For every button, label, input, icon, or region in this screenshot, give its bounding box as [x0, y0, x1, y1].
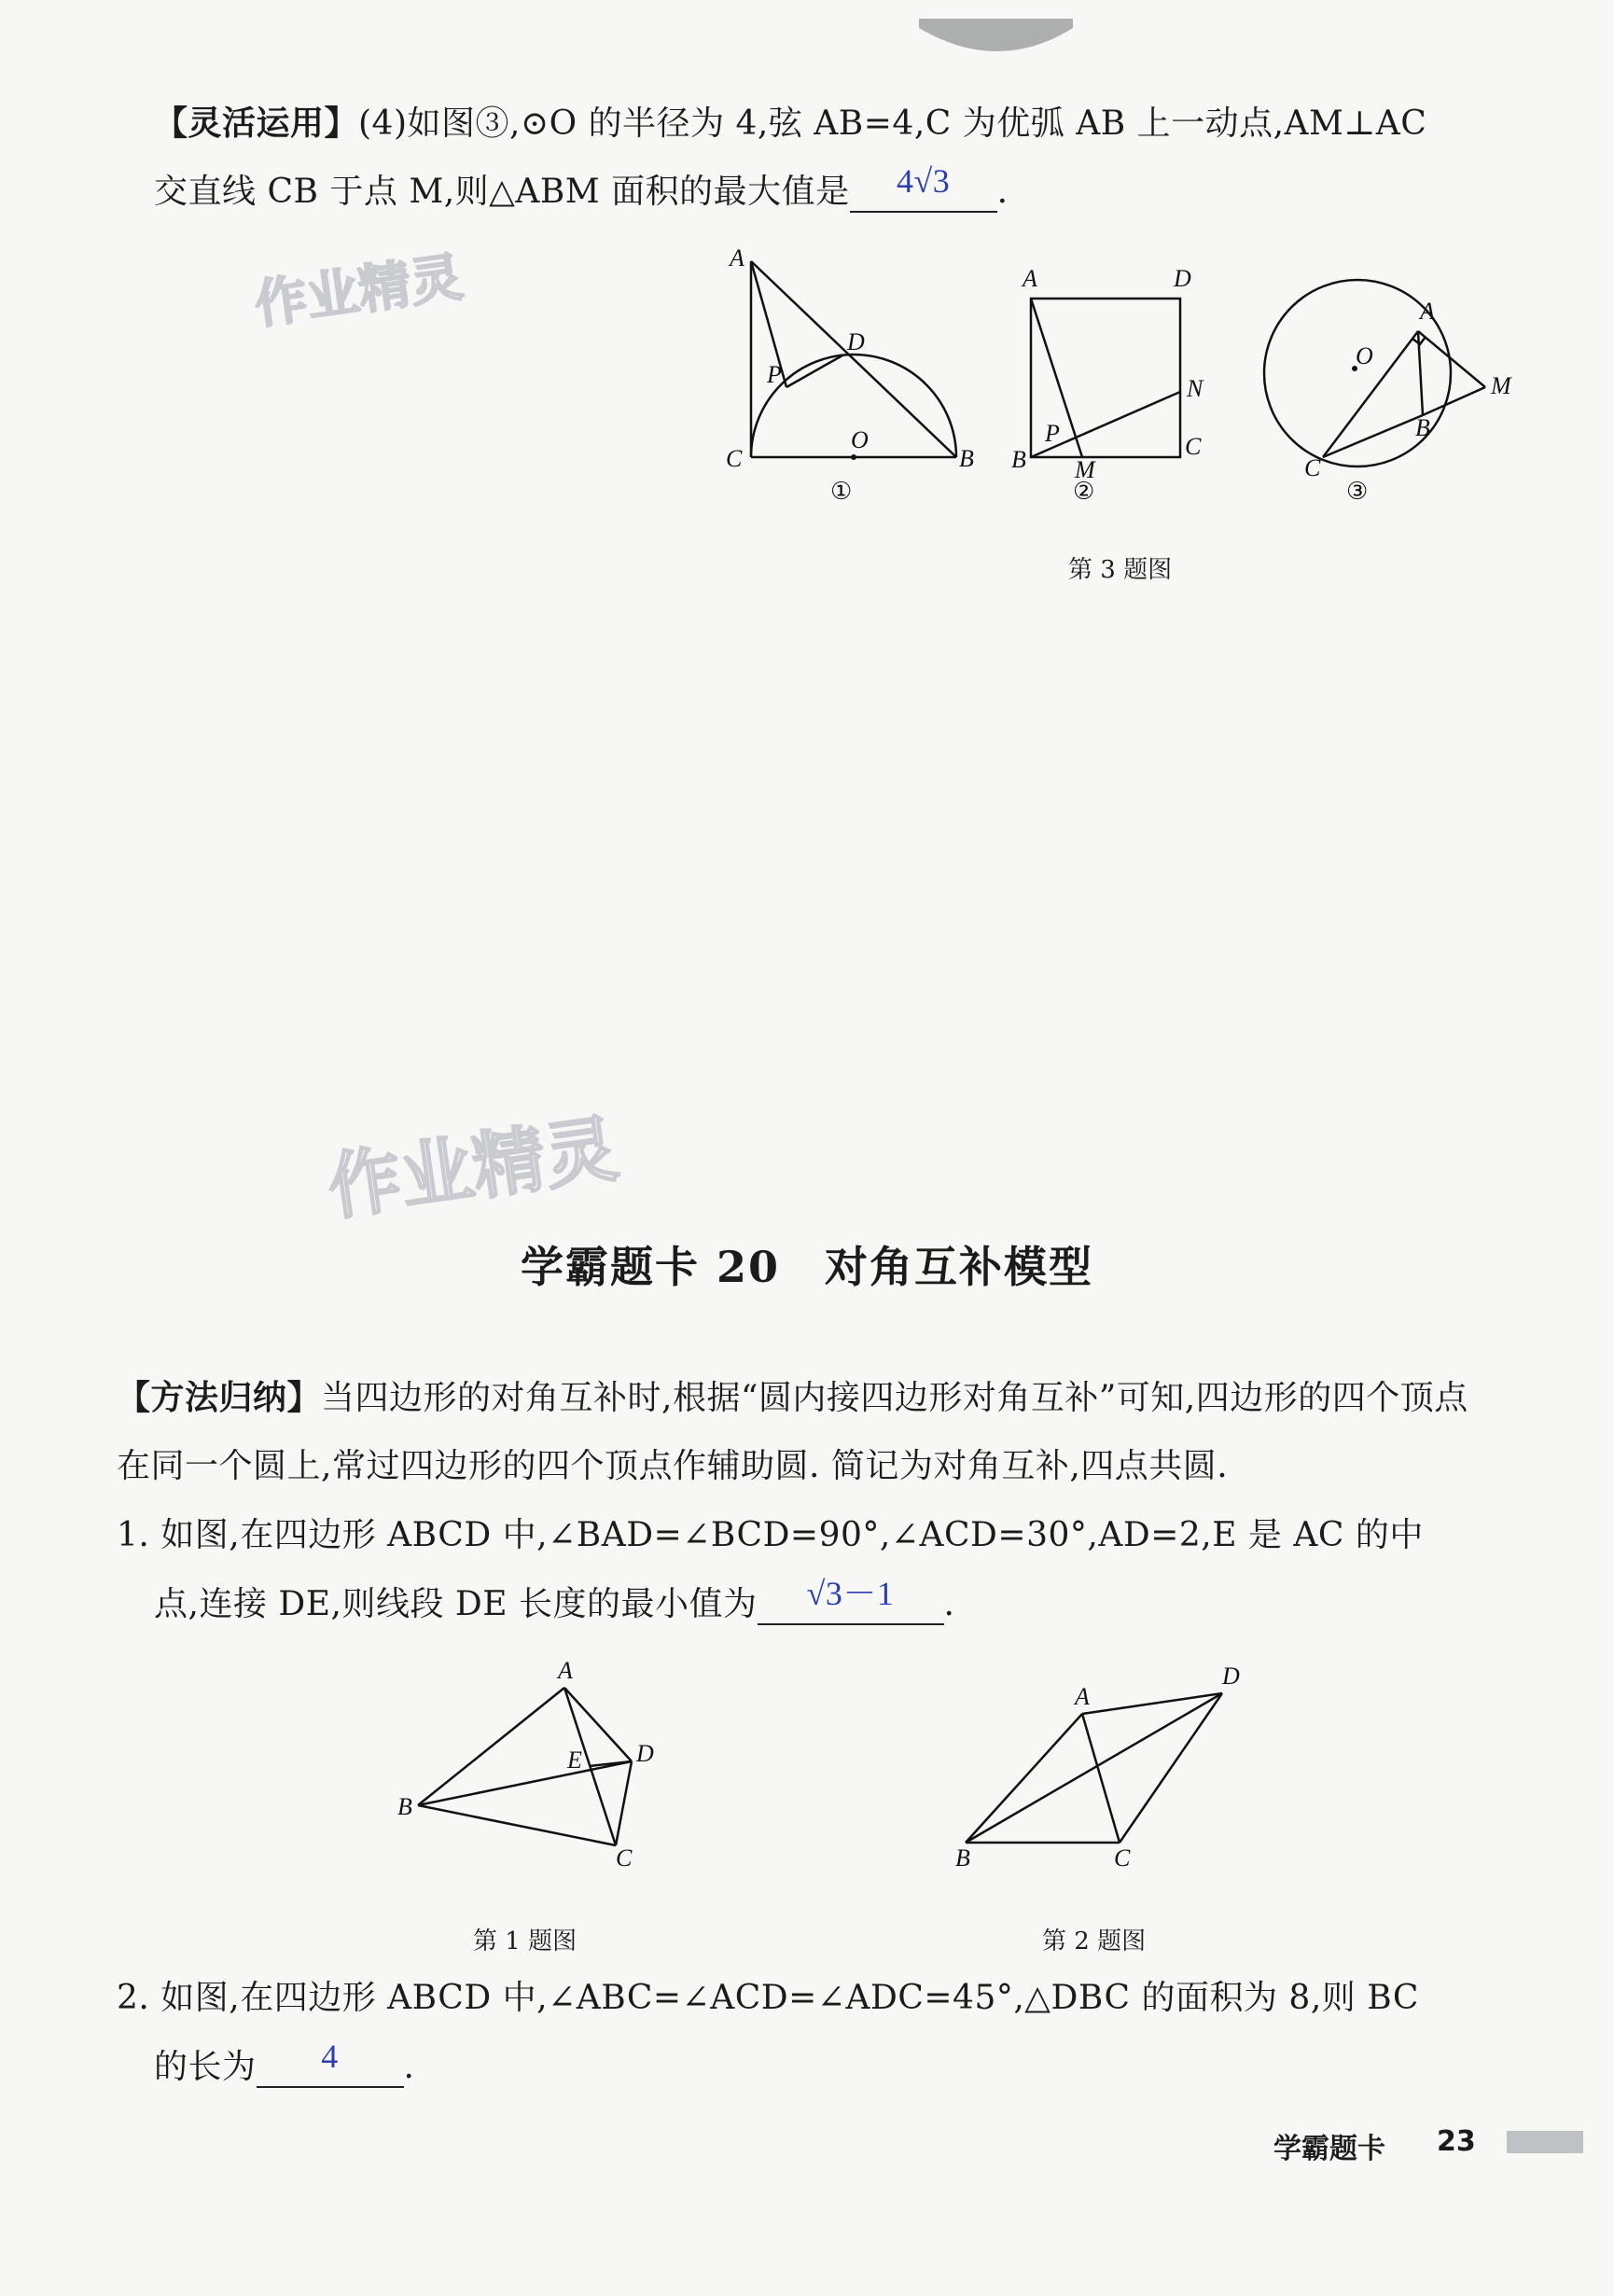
page-number: 23 — [1437, 2125, 1476, 2158]
fig3-3-line-BM — [1423, 387, 1485, 415]
watermark-middle: 作业精灵 — [323, 1106, 623, 1231]
fig3-1-center-dot — [851, 454, 856, 460]
fig3-3-label-A: A — [1420, 298, 1435, 325]
q2-line-AD — [1082, 1693, 1222, 1714]
q1-label-E: E — [567, 1746, 582, 1774]
q2-label-C: C — [1114, 1844, 1131, 1872]
fig3-1-label-D: D — [847, 328, 865, 355]
fig3-3-label-C: C — [1304, 454, 1321, 481]
fig3-2-label-D: D — [1174, 265, 1191, 292]
part4-tag: 【灵活运用】 — [154, 104, 359, 143]
fig3-2-label-M: M — [1075, 456, 1095, 483]
fig3-3-label-O: O — [1356, 342, 1373, 369]
q2-line-BD — [966, 1693, 1222, 1843]
fig3-1-label-C: C — [726, 445, 743, 472]
q1-line2-post: . — [943, 1585, 955, 1623]
q2-line-AC — [1082, 1714, 1120, 1843]
q2-line1: 2. 如图,在四边形 ABCD 中,∠ABC=∠ACD=∠ADC=45°,△DBC 的面积为 8,则 BC — [117, 1979, 1419, 2017]
fig3-3-label-M: M — [1491, 372, 1511, 399]
fig3-2-label-C: C — [1185, 433, 1202, 460]
q1-line-DC — [616, 1761, 632, 1845]
q1-label-B: B — [397, 1793, 412, 1820]
q1-figure — [392, 1656, 654, 1880]
figure3-sub1 — [723, 238, 984, 518]
fig3-3-sublabel: ③ — [1346, 478, 1369, 506]
figure3-caption: 第 3 题图 — [1068, 556, 1173, 584]
q2-label-D: D — [1222, 1663, 1240, 1690]
q2-line2-post: . — [403, 2048, 415, 2086]
fig3-2-label-A: A — [1023, 265, 1037, 292]
page-top-arc-decoration — [0, 0, 1614, 75]
fig3-1-label-A: A — [730, 244, 744, 271]
fig3-1-line-PD — [786, 355, 842, 387]
part4-line2-pre: 交直线 CB 于点 M,则△ABM 面积的最大值是 — [154, 173, 850, 211]
q1-answer-blank[interactable] — [758, 1575, 944, 1625]
fig3-2-sublabel: ② — [1073, 478, 1095, 506]
fig3-1-label-P: P — [767, 361, 782, 388]
part4-answer-blank[interactable] — [850, 162, 997, 213]
q1-line2-pre: 点,连接 DE,则线段 DE 长度的最小值为 — [154, 1585, 758, 1623]
q2-line2-pre: 的长为 — [154, 2048, 257, 2086]
watermark-top: 作业精灵 — [251, 246, 467, 337]
figure3-sub2 — [1008, 238, 1204, 518]
q1-label-C: C — [616, 1844, 633, 1872]
part4-line1-text: (4)如图③,⊙O 的半径为 4,弦 AB=4,C 为优弧 AB 上一动点,AM⊥AC — [358, 104, 1427, 143]
fig3-2-label-P: P — [1045, 420, 1060, 447]
q2-figure — [942, 1656, 1241, 1880]
fig3-2-label-N: N — [1187, 375, 1204, 402]
q2-answer: 4 — [321, 2038, 339, 2075]
part4-line1 — [154, 104, 1426, 143]
part4-answer: 4√3 — [896, 162, 951, 200]
fig3-1-sublabel: ① — [830, 478, 853, 506]
q2-line-DC — [1120, 1693, 1222, 1843]
figure3-sub3 — [1241, 238, 1539, 518]
q2-line-BA — [966, 1714, 1082, 1843]
q1-line1: 1. 如图,在四边形 ABCD 中,∠BAD=∠BCD=90°,∠ACD=30°,AD=2,E 是 AC 的中 — [117, 1516, 1424, 1554]
fig3-1-label-B: B — [959, 445, 974, 472]
q1-line2 — [154, 1575, 955, 1625]
footer-bar — [1507, 2131, 1583, 2153]
q1-line-CB — [418, 1805, 616, 1845]
q2-label-A: A — [1075, 1683, 1090, 1710]
method-tag: 【方法归纳】 — [117, 1378, 322, 1417]
q1-label-D: D — [636, 1740, 654, 1767]
method-line1-text: 当四边形的对角互补时,根据“圆内接四边形对角互补”可知,四边形的四个顶点 — [321, 1379, 1468, 1417]
q1-figure-caption: 第 1 题图 — [473, 1927, 577, 1955]
q2-figure-caption: 第 2 题图 — [1042, 1927, 1147, 1955]
fig3-3-label-B: B — [1415, 414, 1430, 441]
q1-label-A: A — [558, 1657, 573, 1684]
fig3-1-label-O: O — [851, 426, 869, 453]
q1-line-BA — [418, 1688, 564, 1805]
part4-line2 — [154, 162, 1009, 213]
part4-line2-post: . — [996, 173, 1009, 211]
q1-answer: √3－1 — [806, 1575, 895, 1612]
q2-label-B: B — [955, 1844, 970, 1872]
q2-line2 — [154, 2038, 415, 2088]
footer-label: 学霸题卡 — [1273, 2133, 1385, 2165]
fig3-2-label-B: B — [1011, 446, 1026, 473]
method-line2: 在同一个圆上,常过四边形的四个顶点作辅助圆. 简记为对角互补,四点共圆. — [117, 1447, 1229, 1485]
method-line1 — [117, 1379, 1468, 1417]
section-title: 学霸题卡 20 对角互补模型 — [520, 1242, 1094, 1292]
q2-answer-blank[interactable] — [257, 2038, 404, 2088]
